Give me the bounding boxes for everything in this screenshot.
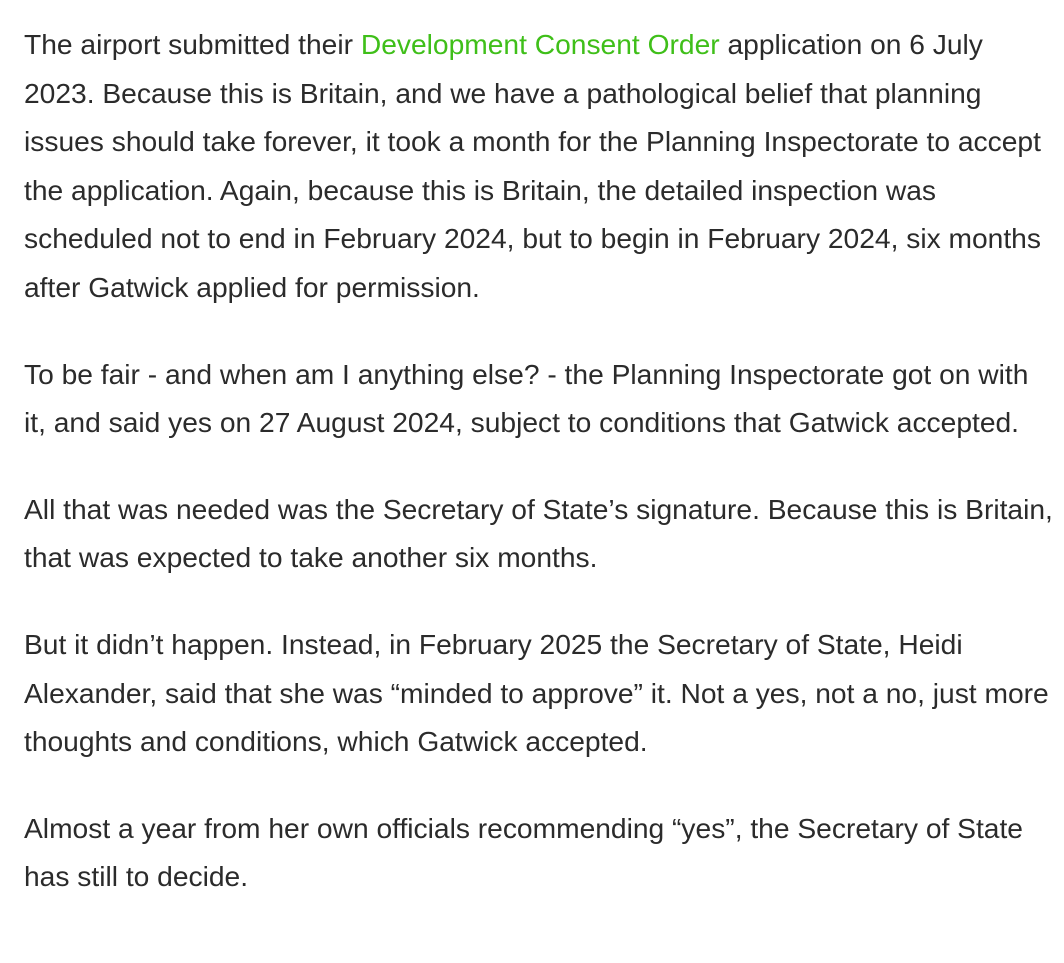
paragraph-application-rest: application on 6 July 2023. Because this is Britain, and we have a pathological belief that planning issues should take forever, it took a month for the Planning Inspectorate to accept the application. Again, because this is Britain, the detailed inspection was scheduled not to end in February 2024, but to begin in February 2024, six months after Gatwick applied for permission. [24, 28, 1041, 303]
paragraph-signature: All that was needed was the Secretary of State’s signature. Because this is Britain, that was expected to take another six months. [24, 492, 1053, 574]
paragraph-application-lead: The airport submitted their [24, 28, 361, 60]
paragraph-still-to-decide: Almost a year from her own officials recommending “yes”, the Secretary of State has still to decide. [24, 811, 1023, 893]
article-body [24, 20, 1054, 939]
paragraph-application [24, 20, 1054, 312]
paragraph-inspectorate: To be fair - and when am I anything else? - the Planning Inspectorate got on with it, and said yes on 27 August 2024, subject to conditions that Gatwick accepted. [24, 357, 1029, 439]
paragraph-minded-to-approve: But it didn’t happen. Instead, in February 2025 the Secretary of State, Heidi Alexander, said that she was “minded to approve” it. Not a yes, not a no, just more thoughts and conditions, which Gatwick accepted. [24, 627, 1049, 758]
development-consent-order-link[interactable]: Development Consent Order [360, 28, 720, 60]
